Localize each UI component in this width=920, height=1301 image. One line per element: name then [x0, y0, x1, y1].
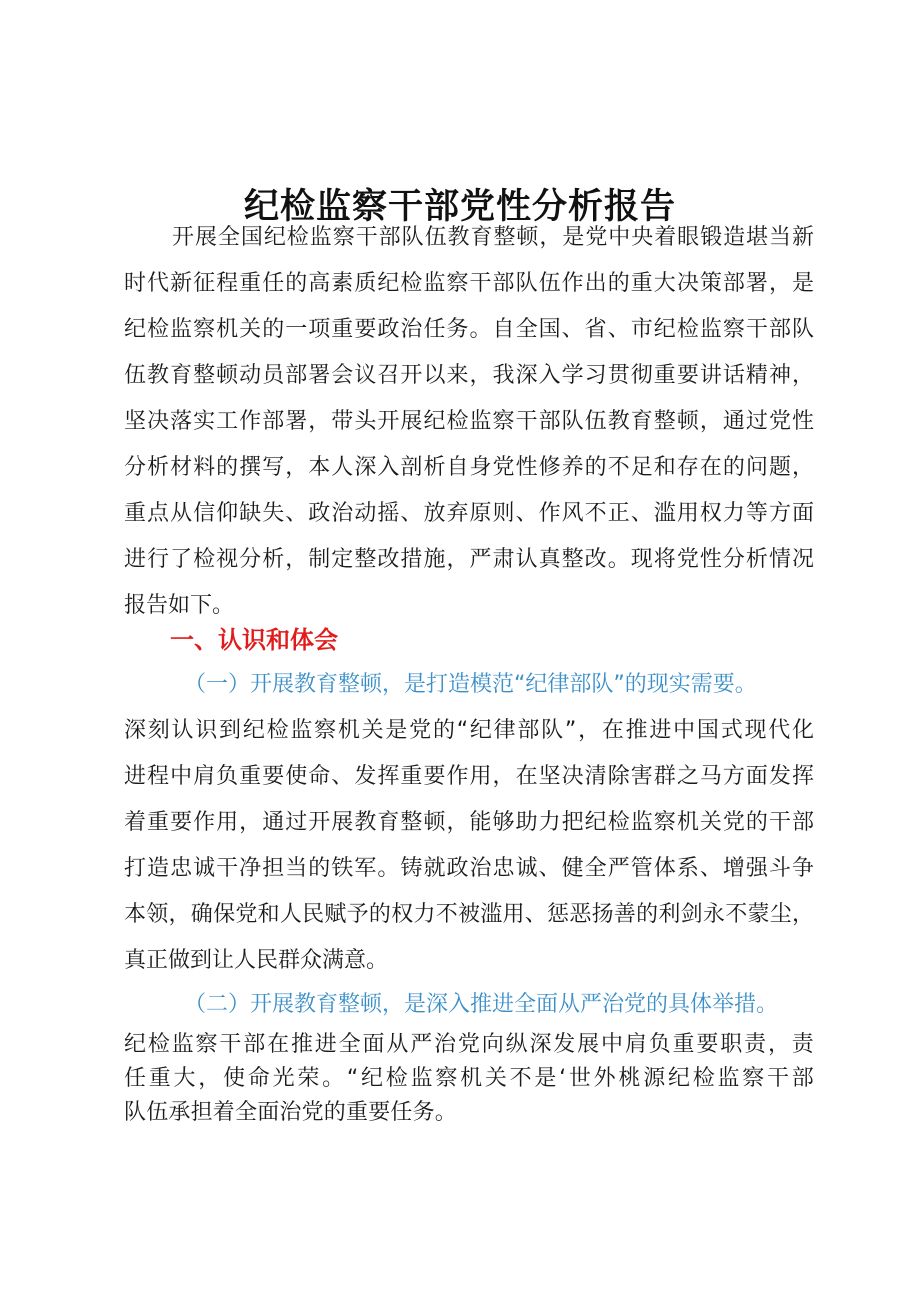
- part2-line: 纪检监察干部在推进全面从严治党向纵深发展中肩负重要职责，责: [124, 1032, 814, 1057]
- part1-line: 着重要作用，通过开展教育整顿，能够助力把纪检监察机关党的干部: [124, 810, 814, 835]
- part1-line: 打造忠诚干净担当的铁军。铸就政治忠诚、健全严管体系、增强斗争: [124, 856, 814, 881]
- part1-line: 深刻认识到纪检监察机关是党的“纪律部队”，在推进中国式现代化: [124, 718, 814, 743]
- part1-line: 真正做到让人民群众满意。: [124, 948, 389, 973]
- part1-paragraph: [124, 662, 814, 984]
- part2-subheading: （二）开展教育整顿，是深入推进全面从严治党的具体举措。: [184, 992, 779, 1017]
- intro-line: 报告如下。: [124, 593, 235, 618]
- intro-paragraph: [124, 215, 814, 629]
- intro-line: 伍教育整顿动员部署会议召开以来，我深入学习贯彻重要讲话精神，: [124, 363, 814, 388]
- part2-line: 任重大，使命光荣。“纪检监察机关不是‘世外桃源纪检监察干部: [124, 1066, 814, 1091]
- intro-line: 分析材料的撰写，本人深入剖析自身党性修养的不足和存在的问题，: [124, 455, 814, 480]
- part2-line: 队伍承担着全面治党的重要任务。: [124, 1100, 458, 1125]
- section-heading: 一、认识和体会: [170, 626, 338, 654]
- intro-line: 时代新征程重任的高素质纪检监察干部队伍作出的重大决策部署，是: [124, 271, 814, 296]
- part1-line: 进程中肩负重要使命、发挥重要作用，在坚决清除害群之马方面发挥: [124, 764, 814, 789]
- intro-line: 纪检监察机关的一项重要政治任务。自全国、省、市纪检监察干部队: [124, 317, 814, 342]
- intro-line: 进行了检视分析，制定整改措施，严肃认真整改。现将党性分析情况: [124, 547, 814, 572]
- document-title: 纪检监察干部党性分析报告: [243, 187, 676, 228]
- part1-line: 本领，确保党和人民赋予的权力不被滥用、惩恶扬善的利剑永不蒙尘，: [124, 902, 814, 927]
- intro-line: 坚决落实工作部署，带头开展纪检监察干部队伍教育整顿，通过党性: [124, 409, 814, 434]
- intro-line: 重点从信仰缺失、政治动摇、放弃原则、作风不正、滥用权力等方面: [124, 501, 814, 526]
- part1-subheading: （一）开展教育整顿，是打造模范“纪律部队”的现实需要。: [184, 672, 757, 697]
- part2-paragraph: [124, 982, 814, 1130]
- intro-line: 开展全国纪检监察干部队伍教育整顿，是党中央着眼锻造堪当新: [172, 225, 814, 250]
